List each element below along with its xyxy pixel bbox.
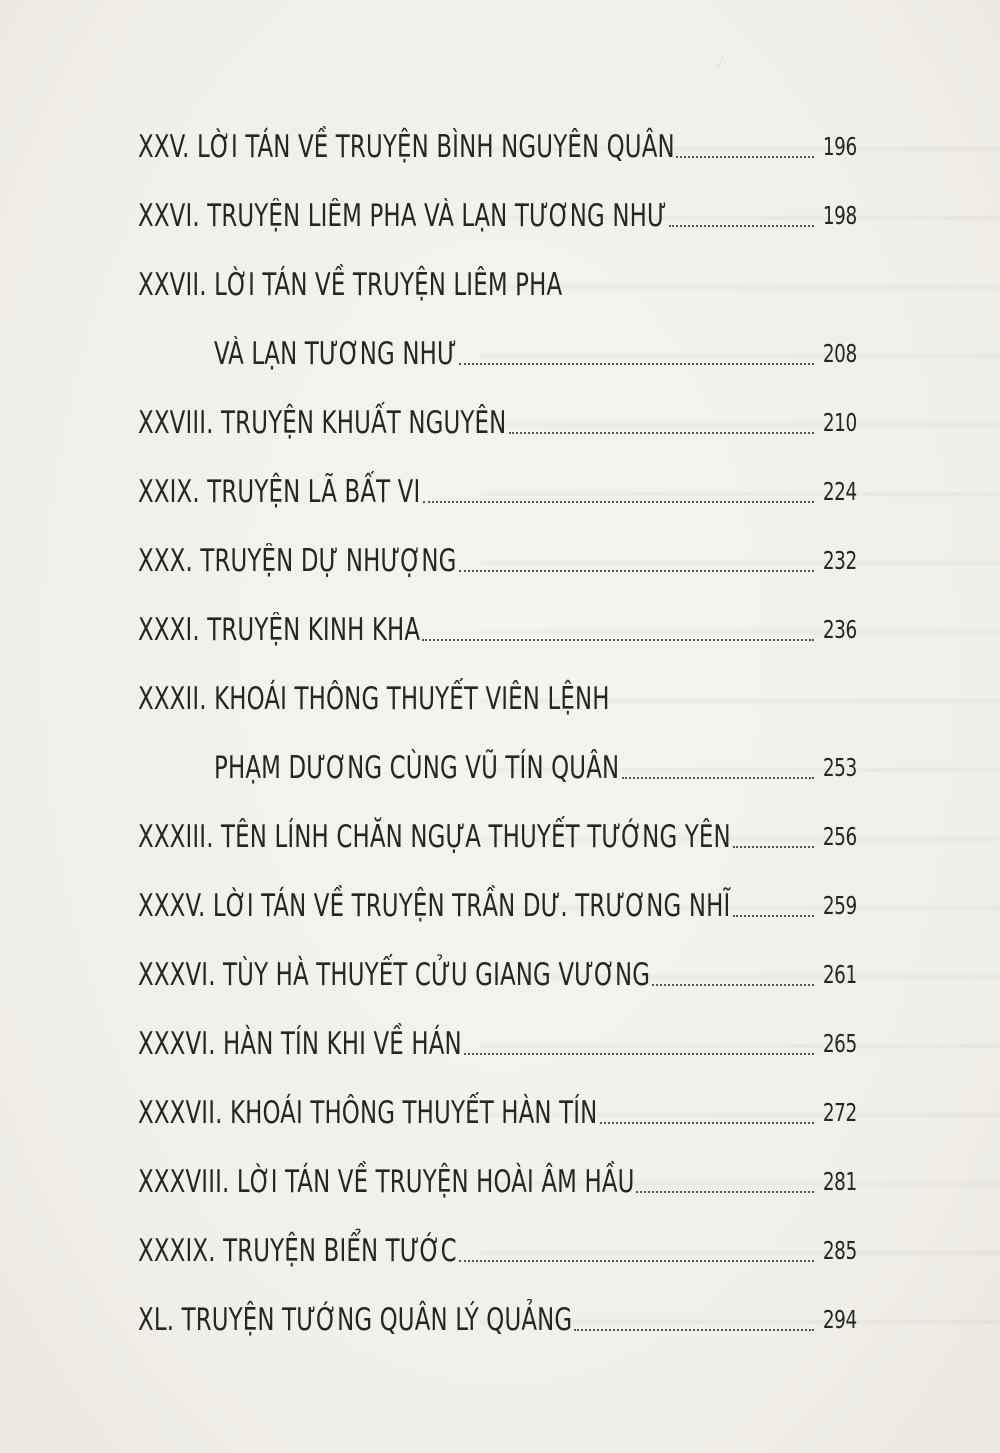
toc-entry-page: 196	[822, 132, 857, 161]
toc-entry	[138, 184, 857, 236]
toc-entry-page: 198	[822, 201, 857, 230]
dot-leader	[733, 915, 814, 917]
toc-entry	[138, 460, 857, 512]
toc-entry-page: 224	[822, 477, 857, 506]
toc-entry-page: 236	[822, 615, 857, 644]
dot-leader	[459, 570, 814, 572]
dot-leader	[422, 639, 814, 641]
dot-leader	[459, 1260, 815, 1262]
toc-entry-title: XXVI. TRUYỆN LIÊM PHA VÀ LẠN TƯƠNG NHƯ	[138, 198, 667, 234]
dot-leader	[733, 846, 814, 848]
toc-entry	[138, 805, 857, 857]
toc-entry-page: 232	[822, 546, 857, 575]
toc-entry-title: XXXI. TRUYỆN KINH KHA	[138, 612, 421, 648]
dot-leader	[600, 1122, 814, 1124]
toc-entry	[138, 391, 857, 443]
toc-entry-title: XXXVII. KHOÁI THÔNG THUYẾT HÀN TÍN	[138, 1095, 598, 1131]
toc-entry-page: 210	[822, 408, 857, 437]
toc-entry-page: 259	[822, 891, 857, 920]
toc-entry	[138, 1012, 857, 1064]
page-mark	[717, 56, 735, 74]
toc-entry-continuation	[138, 736, 857, 788]
toc-entry-title: XXXIX. TRUYỆN BIỂN TƯỚC	[138, 1233, 457, 1269]
dot-leader	[652, 984, 814, 986]
toc-entry-title: XXXVIII. LỜI TÁN VỀ TRUYỆN HOÀI ÂM HẦU	[138, 1164, 635, 1200]
toc-entry-page: 256	[822, 822, 857, 851]
toc-entry	[138, 1081, 857, 1133]
toc-entry-page: 272	[822, 1098, 857, 1127]
toc-entry	[138, 943, 857, 995]
dot-leader	[669, 225, 814, 227]
toc-entry-title: XXIX. TRUYỆN LÃ BẤT VI	[138, 474, 421, 510]
toc-entry-page: 265	[822, 1029, 857, 1058]
toc-entry	[138, 253, 854, 305]
dot-leader	[622, 777, 814, 779]
toc-entry-page: 208	[822, 339, 857, 368]
dot-leader	[459, 363, 814, 365]
dot-leader	[464, 1053, 814, 1055]
toc-entry-page: 281	[822, 1167, 857, 1196]
toc-entry-title: PHẠM DƯƠNG CÙNG VŨ TÍN QUÂN	[214, 750, 620, 786]
toc-entry-page: 261	[822, 960, 857, 989]
toc-entry-title: XXXV. LỜI TÁN VỀ TRUYỆN TRẦN DƯ. TRƯƠNG NHĨ	[138, 888, 731, 924]
toc-entry	[138, 1150, 857, 1202]
toc-entry-page: 294	[822, 1305, 857, 1334]
toc-entry-page: 253	[822, 753, 857, 782]
toc-entry-title: XXX. TRUYỆN DỰ NHƯỢNG	[138, 543, 457, 579]
toc-entry	[138, 667, 854, 719]
toc-entry	[138, 1288, 857, 1340]
toc-entry	[138, 115, 857, 167]
dot-leader	[636, 1191, 814, 1193]
toc-entry	[138, 874, 857, 926]
toc-entry-title: XXV. LỜI TÁN VỀ TRUYỆN BÌNH NGUYÊN QUÂN	[138, 129, 675, 165]
dot-leader	[423, 501, 814, 503]
toc-entry-continuation	[138, 322, 857, 374]
toc-entry-title: XL. TRUYỆN TƯỚNG QUÂN LÝ QUẢNG	[138, 1302, 573, 1338]
toc-entry-title: VÀ LẠN TƯƠNG NHƯ	[214, 336, 457, 372]
toc-entry-title: XXVIII. TRUYỆN KHUẤT NGUYÊN	[138, 405, 507, 441]
toc-entry-title: XXXVI. TÙY HÀ THUYẾT CỬU GIANG VƯƠNG	[138, 957, 651, 993]
toc-entry-title: XXXIII. TÊN LÍNH CHĂN NGỰA THUYẾT TƯỚNG YÊN	[138, 819, 731, 855]
dot-leader	[676, 156, 814, 158]
toc-entry	[138, 529, 857, 581]
toc-entry	[138, 1219, 857, 1271]
toc-entry-title: XXXVI. HÀN TÍN KHI VỀ HÁN	[138, 1026, 462, 1062]
dot-leader	[509, 432, 814, 434]
dot-leader	[574, 1329, 814, 1331]
toc-entry-title: XXVII. LỜI TÁN VỀ TRUYỆN LIÊM PHA	[138, 267, 563, 303]
toc-entry-page: 285	[822, 1236, 857, 1265]
toc-entry-title: XXXII. KHOÁI THÔNG THUYẾT VIÊN LỆNH	[138, 681, 610, 717]
toc-entry	[138, 598, 857, 650]
